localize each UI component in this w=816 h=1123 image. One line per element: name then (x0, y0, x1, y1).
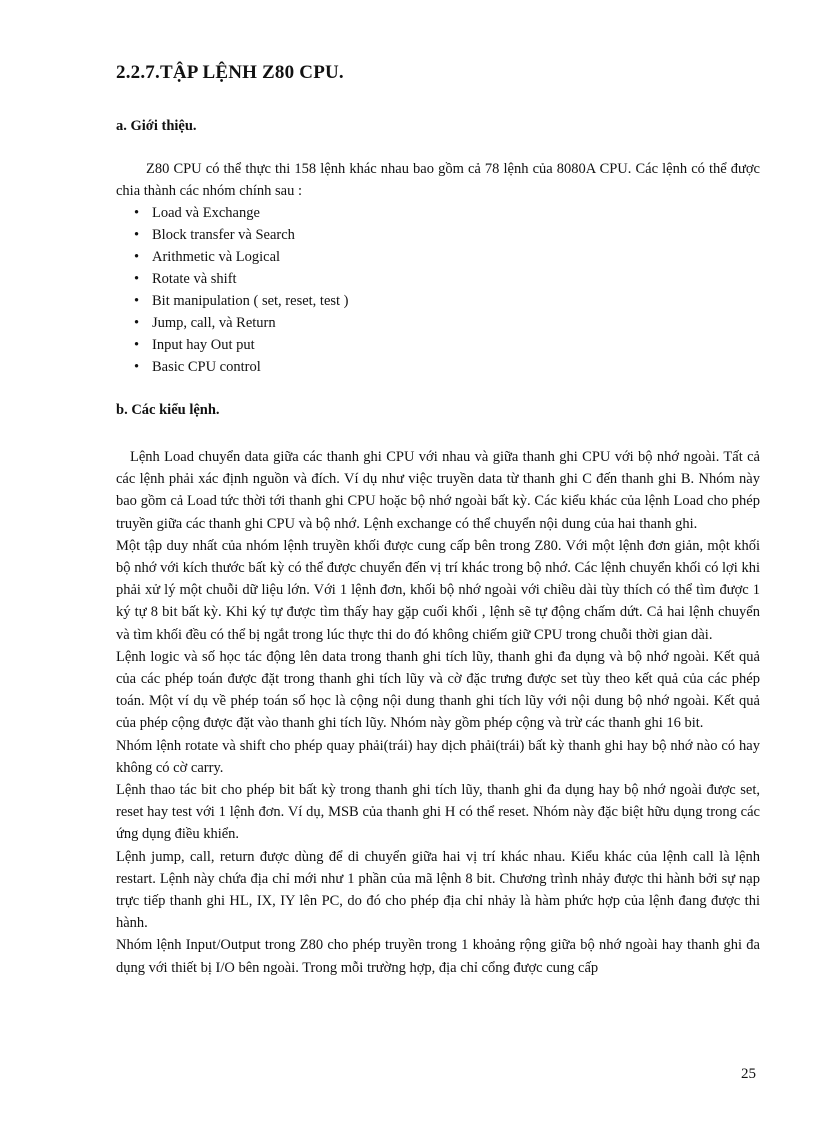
list-item (134, 246, 349, 268)
paragraph-block-transfer: Một tập duy nhất của nhóm lệnh truyền khối được cung cấp bên trong Z80. Với một lệnh đơn giản, một khối bộ nhớ với kích thước bất kỳ có thể được chuyển đến vị trí khác trong bộ nhớ. Các lệnh chuyển khối có lợi khi phải xử lý một chuỗi dữ liệu lớn. Với 1 lệnh đơn, khối bộ nhớ ngoài với chiều dài tùy thích có thể tìm được 1 ký tự 8 bit bất kỳ. Khi ký tự được tìm thấy hay gặp cuối khối , lệnh sẽ tự động chấm dứt. Cả hai lệnh chuyển và tìm khối đều có thể bị ngắt trong lúc thực thi do đó không chiếm giữ CPU trong chuỗi thời gian dài. (116, 537, 760, 643)
subsection-a-heading: a. Giới thiệu. (116, 118, 197, 134)
section-title: 2.2.7.TẬP LỆNH Z80 CPU. (116, 62, 344, 83)
list-item-text: Block transfer và Search (152, 227, 295, 243)
list-item-text: Jump, call, và Return (152, 315, 276, 331)
bullet-icon: • (134, 315, 140, 331)
instruction-group-list (134, 202, 349, 378)
paragraph-arithmetic-logic: Lệnh logic và số học tác động lên data trong thanh ghi tích lũy, thanh ghi đa dụng và bộ nhớ ngoài. Kết quả của các phép toán được đặt trong thanh ghi tích lũy và cờ đặc trưng được set tùy theo kết quả của các phép toán. Một ví dụ về phép toán số học là cộng nội dung thanh ghi tích lũy với nội dung bộ nhớ ngoài. Kết quả của phép cộng được đặt vào thanh ghi tích lũy. Nhóm này gồm phép cộng và trừ các thanh ghi 16 bit. (116, 648, 760, 732)
list-item (134, 334, 349, 356)
paragraph-input-output: Nhóm lệnh Input/Output trong Z80 cho phép truyền trong 1 khoảng rộng giữa bộ nhớ ngoài hay thanh ghi đa dụng với thiết bị I/O bên ngoài. Trong mỗi trường hợp, địa chỉ cổng được cung cấp (116, 937, 760, 976)
list-item (134, 290, 349, 312)
list-item (134, 268, 349, 290)
subsection-b-heading: b. Các kiểu lệnh. (116, 402, 220, 418)
bullet-icon: • (134, 205, 140, 221)
paragraph-jump-call-return: Lệnh jump, call, return được dùng để di chuyển giữa hai vị trí khác nhau. Kiểu khác của lệnh call là lệnh restart. Lệnh này chứa địa chỉ mới như 1 phần của mã lệnh 8 bit. Chương trình nhảy được thi hành bởi sự nạp trực tiếp thanh ghi HL, IX, IY lên PC, do đó cho phép địa chỉ nhảy là hàm phức hợp của lệnh đang được thi hành. (116, 848, 760, 932)
paragraph-rotate-shift: Nhóm lệnh rotate và shift cho phép quay phải(trái) hay dịch phải(trái) bất kỳ thanh ghi hay bộ nhớ nào có hay không có cờ carry. (116, 737, 760, 776)
list-item-text: Input hay Out put (152, 337, 255, 353)
bullet-icon: • (134, 227, 140, 243)
list-item (134, 356, 349, 378)
paragraph-bit-manipulation: Lệnh thao tác bit cho phép bit bất kỳ trong thanh ghi tích lũy, thanh ghi đa dụng hay bộ nhớ ngoài được set, reset hay test với 1 lệnh đơn. Ví dụ, MSB của thanh ghi H có thể reset. Nhóm này đặc biệt hữu dụng trong các ứng dụng điều khiển. (116, 782, 760, 843)
list-item (134, 202, 349, 224)
bullet-icon: • (134, 359, 140, 375)
bullet-icon: • (134, 293, 140, 309)
paragraph-load: Lệnh Load chuyển data giữa các thanh ghi CPU với nhau và giữa thanh ghi CPU với bộ nhớ ngoài. Tất cả các lệnh phải xác định nguồn và đích. Ví dụ như việc truyền data từ thanh ghi C đến thanh ghi B. Nhóm này bao gồm cả Load tức thời tới thanh ghi CPU hoặc bộ nhớ ngoài bất kỳ. Các kiểu khác của lệnh Load cho phép truyền giữa các thanh ghi CPU và bộ nhớ. Lệnh exchange có thể chuyển nội dung của hai thanh ghi. (116, 449, 760, 532)
bullet-icon: • (134, 337, 140, 353)
instruction-types-body (116, 446, 760, 979)
intro-paragraph: Z80 CPU có thể thực thi 158 lệnh khác nhau bao gồm cả 78 lệnh của 8080A CPU. Các lệnh có thể được chia thành các nhóm chính sau : (116, 161, 760, 199)
list-item-text: Rotate và shift (152, 271, 237, 287)
list-item-text: Arithmetic và Logical (152, 249, 281, 265)
bullet-icon: • (134, 271, 140, 287)
list-item-text: Basic CPU control (152, 359, 261, 375)
list-item-text: Load và Exchange (152, 205, 260, 221)
list-item (134, 312, 349, 334)
page-number: 25 (741, 1066, 756, 1082)
bullet-icon: • (134, 249, 140, 265)
list-item-text: Bit manipulation ( set, reset, test ) (152, 293, 349, 309)
list-item (134, 224, 349, 246)
